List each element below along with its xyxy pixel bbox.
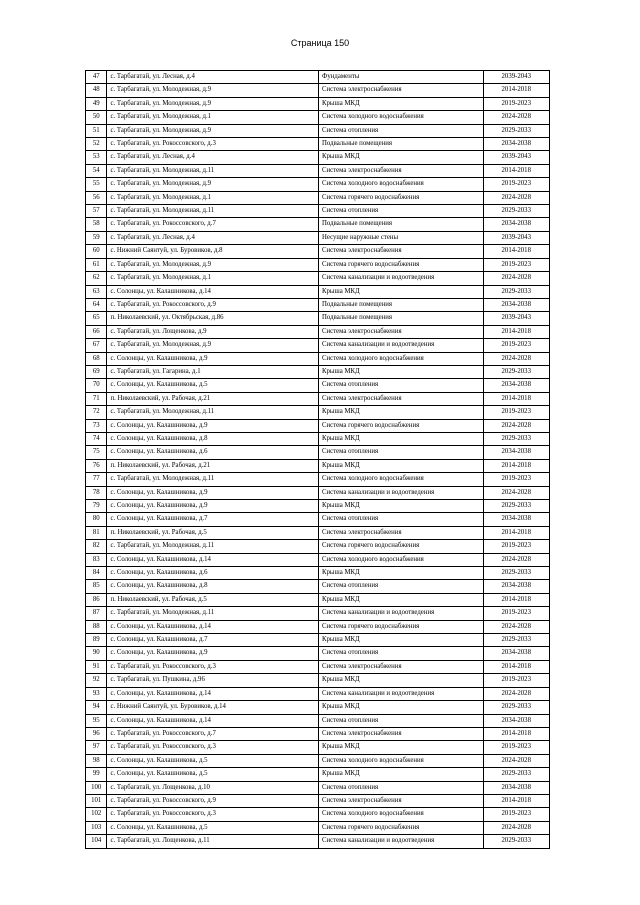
row-number-cell: 73 [86,419,107,432]
table-row [86,486,550,499]
work-type-cell: Система электроснабжения [319,245,484,258]
row-number-cell: 93 [86,687,107,700]
address-cell: с. Тарбагатай, ул. Пушкина, д.96 [107,674,319,687]
table-row [86,124,550,137]
table-row [86,138,550,151]
address-cell: п. Николаевский, ул. Рабочая, д.5 [107,526,319,539]
work-type-cell: Крыша МКД [319,432,484,445]
work-type-cell: Система холодного водоснабжения [319,111,484,124]
period-cell: 2014-2018 [483,245,549,258]
address-cell: с. Тарбагатай, ул. Лесная, д.4 [107,151,319,164]
table-row [86,71,550,84]
table-row [86,272,550,285]
table-row [86,231,550,244]
row-number-cell: 62 [86,272,107,285]
period-cell: 2019-2023 [483,473,549,486]
period-cell: 2039-2043 [483,151,549,164]
address-cell: с. Солонцы, ул. Калашникова, д.14 [107,553,319,566]
period-cell: 2034-2038 [483,446,549,459]
work-type-cell: Крыша МКД [319,768,484,781]
period-cell: 2014-2018 [483,660,549,673]
table-row [86,392,550,405]
row-number-cell: 63 [86,285,107,298]
address-cell: с. Тарбагатай, ул. Молодежная, д.11 [107,540,319,553]
table-row [86,258,550,271]
address-cell: п. Николаевский, ул. Рабочая, д.5 [107,593,319,606]
period-cell: 2029-2033 [483,768,549,781]
row-number-cell: 99 [86,768,107,781]
work-type-cell: Подвальные помещения [319,218,484,231]
row-number-cell: 69 [86,365,107,378]
period-cell: 2034-2038 [483,714,549,727]
row-number-cell: 56 [86,191,107,204]
period-cell: 2019-2023 [483,674,549,687]
table-row [86,151,550,164]
address-cell: с. Тарбагатай, ул. Молодежная, д.11 [107,164,319,177]
table-row [86,178,550,191]
row-number-cell: 71 [86,392,107,405]
address-cell: с. Солонцы, ул. Калашникова, д.5 [107,379,319,392]
address-cell: с. Тарбагатай, ул. Рокоссовского, д.7 [107,727,319,740]
row-number-cell: 89 [86,634,107,647]
period-cell: 2024-2028 [483,821,549,834]
table-row [86,714,550,727]
address-cell: с. Тарбагатай, ул. Гагарина, д.1 [107,365,319,378]
address-cell: с. Солонцы, ул. Калашникова, д.6 [107,446,319,459]
work-type-cell: Система холодного водоснабжения [319,808,484,821]
row-number-cell: 75 [86,446,107,459]
table-row [86,660,550,673]
work-type-cell: Крыша МКД [319,701,484,714]
period-cell: 2034-2038 [483,580,549,593]
row-number-cell: 92 [86,674,107,687]
work-type-cell: Подвальные помещения [319,298,484,311]
work-type-cell: Крыша МКД [319,500,484,513]
table-row [86,365,550,378]
work-type-cell: Система отопления [319,446,484,459]
table-row [86,567,550,580]
address-cell: с. Тарбагатай, ул. Молодежная, д.11 [107,406,319,419]
work-type-cell: Система канализации и водоотведения [319,272,484,285]
address-cell: с. Солонцы, ул. Калашникова, д.9 [107,486,319,499]
period-cell: 2024-2028 [483,486,549,499]
table-row [86,754,550,767]
address-cell: п. Николаевский, ул. Октябрьская, д.86 [107,312,319,325]
row-number-cell: 47 [86,71,107,84]
table-row [86,419,550,432]
period-cell: 2029-2033 [483,567,549,580]
work-type-cell: Система горячего водоснабжения [319,821,484,834]
row-number-cell: 88 [86,620,107,633]
table-row [86,835,550,848]
address-cell: с. Солонцы, ул. Калашникова, д.7 [107,513,319,526]
row-number-cell: 91 [86,660,107,673]
address-cell: с. Тарбагатай, ул. Рокоссовского, д.3 [107,138,319,151]
period-cell: 2029-2033 [483,285,549,298]
period-cell: 2024-2028 [483,352,549,365]
period-cell: 2019-2023 [483,607,549,620]
period-cell: 2019-2023 [483,406,549,419]
address-cell: с. Солонцы, ул. Калашникова, д.5 [107,768,319,781]
work-type-cell: Крыша МКД [319,674,484,687]
period-cell: 2034-2038 [483,379,549,392]
period-cell: 2029-2033 [483,124,549,137]
row-number-cell: 68 [86,352,107,365]
address-cell: с. Тарбагатай, ул. Молодежная, д.1 [107,272,319,285]
address-cell: с. Тарбагатай, ул. Молодежная, д.11 [107,205,319,218]
period-cell: 2014-2018 [483,593,549,606]
table-row [86,687,550,700]
address-cell: с. Тарбагатай, ул. Молодежная, д.9 [107,258,319,271]
row-number-cell: 74 [86,432,107,445]
work-type-cell: Система холодного водоснабжения [319,352,484,365]
table-row [86,459,550,472]
row-number-cell: 54 [86,164,107,177]
period-cell: 2029-2033 [483,701,549,714]
work-type-cell: Крыша МКД [319,365,484,378]
address-cell: с. Тарбагатай, ул. Рокоссовского, д.3 [107,660,319,673]
row-number-cell: 85 [86,580,107,593]
row-number-cell: 98 [86,754,107,767]
period-cell: 2014-2018 [483,325,549,338]
row-number-cell: 87 [86,607,107,620]
table-row [86,768,550,781]
address-cell: с. Солонцы, ул. Калашникова, д.9 [107,500,319,513]
row-number-cell: 83 [86,553,107,566]
table-row [86,607,550,620]
work-type-cell: Крыша МКД [319,741,484,754]
period-cell: 2034-2038 [483,781,549,794]
table-row [86,339,550,352]
address-cell: с. Солонцы, ул. Калашникова, д.14 [107,714,319,727]
table-row [86,473,550,486]
address-cell: с. Тарбагатай, ул. Молодежная, д.1 [107,111,319,124]
address-cell: с. Тарбагатай, ул. Рокоссовского, д.9 [107,298,319,311]
work-type-cell: Крыша МКД [319,567,484,580]
work-type-cell: Система горячего водоснабжения [319,419,484,432]
work-type-cell: Крыша МКД [319,285,484,298]
table-row [86,647,550,660]
row-number-cell: 57 [86,205,107,218]
row-number-cell: 79 [86,500,107,513]
row-number-cell: 65 [86,312,107,325]
table-row [86,379,550,392]
work-type-cell: Крыша МКД [319,634,484,647]
table-body [86,71,550,849]
row-number-cell: 48 [86,84,107,97]
table-row [86,701,550,714]
work-type-cell: Фундаменты [319,71,484,84]
address-cell: с. Солонцы, ул. Калашникова, д.14 [107,285,319,298]
period-cell: 2029-2033 [483,500,549,513]
row-number-cell: 100 [86,781,107,794]
address-cell: с. Солонцы, ул. Калашникова, д.6 [107,567,319,580]
address-cell: с. Тарбагатай, ул. Лесная, д.4 [107,71,319,84]
period-cell: 2014-2018 [483,164,549,177]
row-number-cell: 52 [86,138,107,151]
period-cell: 2014-2018 [483,727,549,740]
address-cell: с. Тарбагатай, ул. Молодежная, д.9 [107,124,319,137]
address-cell: с. Тарбагатай, ул. Рокоссовского, д.3 [107,808,319,821]
repair-schedule-table [85,70,550,849]
address-cell: с. Тарбагатай, ул. Молодежная, д.1 [107,191,319,204]
address-cell: с. Тарбагатай, ул. Молодежная, д.9 [107,339,319,352]
table-row [86,741,550,754]
period-cell: 2024-2028 [483,754,549,767]
table-row [86,312,550,325]
period-cell: 2024-2028 [483,419,549,432]
period-cell: 2024-2028 [483,191,549,204]
work-type-cell: Крыша МКД [319,593,484,606]
table-row [86,553,550,566]
address-cell: п. Николаевский, ул. Рабочая, д.21 [107,392,319,405]
table-row [86,406,550,419]
period-cell: 2034-2038 [483,513,549,526]
row-number-cell: 67 [86,339,107,352]
address-cell: с. Солонцы, ул. Калашникова, д.8 [107,432,319,445]
address-cell: с. Солонцы, ул. Калашникова, д.9 [107,647,319,660]
row-number-cell: 80 [86,513,107,526]
period-cell: 2019-2023 [483,741,549,754]
table-row [86,298,550,311]
period-cell: 2019-2023 [483,97,549,110]
table-row [86,727,550,740]
work-type-cell: Система холодного водоснабжения [319,473,484,486]
row-number-cell: 77 [86,473,107,486]
period-cell: 2039-2043 [483,231,549,244]
work-type-cell: Крыша МКД [319,459,484,472]
work-type-cell: Система отопления [319,513,484,526]
work-type-cell: Крыша МКД [319,97,484,110]
row-number-cell: 82 [86,540,107,553]
work-type-cell: Система отопления [319,205,484,218]
address-cell: с. Тарбагатай, ул. Молодежная, д.9 [107,178,319,191]
work-type-cell: Система электроснабжения [319,660,484,673]
row-number-cell: 97 [86,741,107,754]
address-cell: с. Нижний Саянтуй, ул. Буровиков, д.14 [107,701,319,714]
period-cell: 2019-2023 [483,339,549,352]
period-cell: 2034-2038 [483,218,549,231]
table-row [86,84,550,97]
work-type-cell: Система холодного водоснабжения [319,178,484,191]
address-cell: п. Николаевский, ул. Рабочая, д.21 [107,459,319,472]
work-type-cell: Система холодного водоснабжения [319,553,484,566]
address-cell: с. Тарбагатай, ул. Рокоссовского, д.3 [107,741,319,754]
work-type-cell: Система электроснабжения [319,727,484,740]
table-row [86,513,550,526]
table-row [86,794,550,807]
table-row [86,352,550,365]
period-cell: 2014-2018 [483,526,549,539]
row-number-cell: 66 [86,325,107,338]
address-cell: с. Солонцы, ул. Калашникова, д.7 [107,634,319,647]
row-number-cell: 72 [86,406,107,419]
table-row [86,218,550,231]
row-number-cell: 49 [86,97,107,110]
address-cell: с. Тарбагатай, ул. Молодежная, д.11 [107,607,319,620]
work-type-cell: Система электроснабжения [319,526,484,539]
address-cell: с. Тарбагатай, ул. Молодежная, д.9 [107,97,319,110]
table-row [86,540,550,553]
table-row [86,593,550,606]
period-cell: 2034-2038 [483,298,549,311]
period-cell: 2039-2043 [483,71,549,84]
row-number-cell: 81 [86,526,107,539]
row-number-cell: 101 [86,794,107,807]
address-cell: с. Солонцы, ул. Калашникова, д.5 [107,754,319,767]
period-cell: 2034-2038 [483,647,549,660]
address-cell: с. Солонцы, ул. Калашникова, д.9 [107,419,319,432]
row-number-cell: 53 [86,151,107,164]
table-row [86,191,550,204]
row-number-cell: 60 [86,245,107,258]
work-type-cell: Система горячего водоснабжения [319,191,484,204]
period-cell: 2014-2018 [483,392,549,405]
period-cell: 2024-2028 [483,111,549,124]
work-type-cell: Система отопления [319,781,484,794]
work-type-cell: Крыша МКД [319,406,484,419]
table-row [86,821,550,834]
address-cell: с. Тарбагатай, ул. Молодежная, д.11 [107,473,319,486]
work-type-cell: Система канализации и водоотведения [319,835,484,848]
row-number-cell: 50 [86,111,107,124]
table-row [86,781,550,794]
period-cell: 2024-2028 [483,553,549,566]
table-row [86,634,550,647]
work-type-cell: Система канализации и водоотведения [319,486,484,499]
table-row [86,500,550,513]
period-cell: 2029-2033 [483,835,549,848]
period-cell: 2019-2023 [483,258,549,271]
work-type-cell: Система горячего водоснабжения [319,540,484,553]
table-row [86,164,550,177]
row-number-cell: 59 [86,231,107,244]
row-number-cell: 102 [86,808,107,821]
work-type-cell: Подвальные помещения [319,138,484,151]
work-type-cell: Несущие наружные стены [319,231,484,244]
work-type-cell: Система отопления [319,580,484,593]
table-row [86,432,550,445]
table-row [86,674,550,687]
period-cell: 2019-2023 [483,178,549,191]
period-cell: 2014-2018 [483,84,549,97]
page-number-header: Страница 150 [290,38,350,48]
row-number-cell: 51 [86,124,107,137]
period-cell: 2014-2018 [483,459,549,472]
period-cell: 2019-2023 [483,540,549,553]
work-type-cell: Система отопления [319,714,484,727]
row-number-cell: 61 [86,258,107,271]
row-number-cell: 70 [86,379,107,392]
period-cell: 2019-2023 [483,808,549,821]
address-cell: с. Солонцы, ул. Калашникова, д.14 [107,620,319,633]
row-number-cell: 55 [86,178,107,191]
work-type-cell: Система горячего водоснабжения [319,258,484,271]
period-cell: 2034-2038 [483,138,549,151]
row-number-cell: 86 [86,593,107,606]
period-cell: 2029-2033 [483,205,549,218]
address-cell: с. Солонцы, ул. Калашникова, д.5 [107,821,319,834]
row-number-cell: 76 [86,459,107,472]
row-number-cell: 84 [86,567,107,580]
period-cell: 2029-2033 [483,432,549,445]
row-number-cell: 96 [86,727,107,740]
period-cell: 2029-2033 [483,365,549,378]
table-row [86,325,550,338]
address-cell: с. Солонцы, ул. Калашникова, д.8 [107,580,319,593]
period-cell: 2039-2043 [483,312,549,325]
period-cell: 2024-2028 [483,272,549,285]
address-cell: с. Тарбагатай, ул. Лощенкова, д.10 [107,781,319,794]
work-type-cell: Система канализации и водоотведения [319,339,484,352]
table-row [86,446,550,459]
work-type-cell: Крыша МКД [319,151,484,164]
table-row [86,285,550,298]
table-row [86,245,550,258]
table-row [86,580,550,593]
row-number-cell: 78 [86,486,107,499]
work-type-cell: Система отопления [319,124,484,137]
address-cell: с. Тарбагатай, ул. Лесная, д.4 [107,231,319,244]
work-type-cell: Система отопления [319,379,484,392]
row-number-cell: 95 [86,714,107,727]
row-number-cell: 94 [86,701,107,714]
work-type-cell: Система электроснабжения [319,794,484,807]
work-type-cell: Система электроснабжения [319,164,484,177]
period-cell: 2029-2033 [483,634,549,647]
table-row [86,808,550,821]
table-row [86,111,550,124]
address-cell: с. Тарбагатай, ул. Рокоссовского, д.9 [107,794,319,807]
address-cell: с. Тарбагатай, ул. Рокоссовского, д.7 [107,218,319,231]
work-type-cell: Система канализации и водоотведения [319,687,484,700]
table-row [86,620,550,633]
period-cell: 2024-2028 [483,687,549,700]
row-number-cell: 64 [86,298,107,311]
row-number-cell: 58 [86,218,107,231]
address-cell: с. Нижний Саянтуй, ул. Буровиков, д.8 [107,245,319,258]
row-number-cell: 103 [86,821,107,834]
table-row [86,205,550,218]
address-cell: с. Тарбагатай, ул. Лощенкова, д.9 [107,325,319,338]
work-type-cell: Система отопления [319,647,484,660]
work-type-cell: Система канализации и водоотведения [319,607,484,620]
period-cell: 2024-2028 [483,620,549,633]
row-number-cell: 104 [86,835,107,848]
work-type-cell: Система горячего водоснабжения [319,620,484,633]
table-row [86,97,550,110]
address-cell: с. Тарбагатай, ул. Лощенкова, д.11 [107,835,319,848]
work-type-cell: Система электроснабжения [319,84,484,97]
period-cell: 2014-2018 [483,794,549,807]
work-type-cell: Система электроснабжения [319,392,484,405]
address-cell: с. Тарбагатай, ул. Молодежная, д.9 [107,84,319,97]
address-cell: с. Солонцы, ул. Калашникова, д.9 [107,352,319,365]
work-type-cell: Система электроснабжения [319,325,484,338]
row-number-cell: 90 [86,647,107,660]
table-row [86,526,550,539]
work-type-cell: Система холодного водоснабжения [319,754,484,767]
address-cell: с. Солонцы, ул. Калашникова, д.14 [107,687,319,700]
work-type-cell: Подвальные помещения [319,312,484,325]
